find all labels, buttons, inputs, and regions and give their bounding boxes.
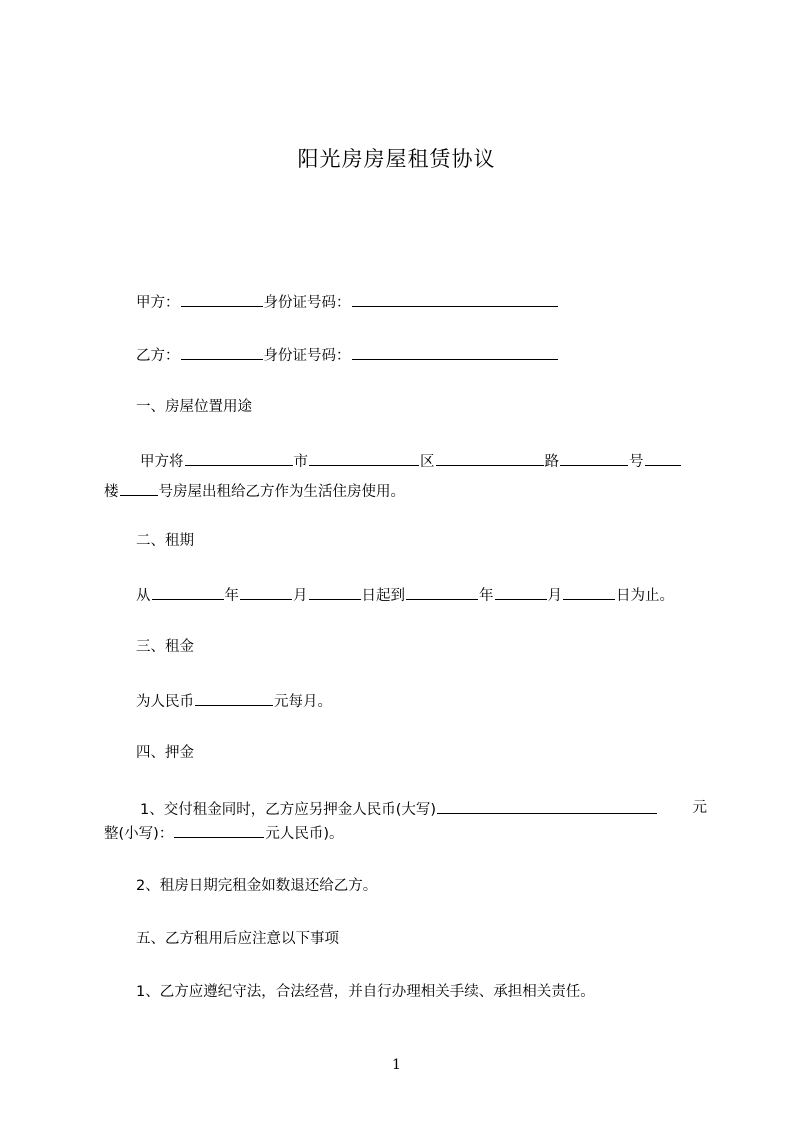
deposit-line-2 — [104, 823, 344, 843]
section-1-use-line — [104, 481, 405, 501]
text-fragment: 甲方将 — [140, 454, 184, 470]
deposit-lowercase-blank[interactable] — [174, 823, 264, 838]
section-3-heading: 三、租金 — [136, 639, 194, 655]
text-fragment: 整(小写)： — [104, 826, 174, 842]
text-fragment: 元每月。 — [274, 694, 332, 710]
party-a-line — [136, 292, 559, 312]
start-day-blank[interactable] — [309, 585, 361, 600]
text-fragment: 市 — [293, 454, 308, 470]
start-year-blank[interactable] — [152, 585, 224, 600]
section-2-heading: 二、租期 — [136, 533, 194, 549]
text-fragment: 月 — [293, 588, 308, 604]
party-b-line — [136, 345, 559, 365]
text-fragment: 为人民币 — [136, 694, 194, 710]
text-fragment: 日为止。 — [616, 588, 674, 604]
text-fragment: 年 — [479, 588, 494, 604]
party-a-name-blank[interactable] — [181, 292, 263, 307]
number-tail-blank[interactable] — [645, 451, 681, 466]
page-number: 1 — [392, 1057, 401, 1073]
text-fragment: 号 — [629, 454, 644, 470]
party-a-id-label: 身份证号码： — [263, 295, 351, 311]
district-blank[interactable] — [309, 451, 419, 466]
text-fragment: 号房屋出租给乙方作为生活住房使用。 — [158, 484, 405, 500]
party-b-name-blank[interactable] — [181, 345, 263, 360]
road-blank[interactable] — [436, 451, 544, 466]
deposit-item-2: 2、租房日期完租金如数退还给乙方。 — [136, 878, 378, 894]
rent-amount-blank[interactable] — [195, 691, 273, 706]
text-fragment: 楼 — [104, 484, 119, 500]
number-blank[interactable] — [560, 451, 628, 466]
deposit-line-1 — [140, 799, 707, 819]
party-a-id-blank[interactable] — [352, 292, 558, 307]
text-fragment: 元人民币)。 — [265, 826, 344, 842]
deposit-uppercase-blank[interactable] — [437, 799, 657, 814]
party-b-id-blank[interactable] — [352, 345, 558, 360]
rent-line — [136, 691, 332, 711]
text-fragment: 区 — [420, 454, 435, 470]
text-fragment: 路 — [544, 454, 559, 470]
party-b-label: 乙方： — [136, 348, 180, 364]
city-blank[interactable] — [185, 451, 293, 466]
section-5-heading: 五、乙方租用后应注意以下事项 — [136, 931, 339, 947]
text-fragment: 元 — [692, 800, 707, 816]
party-b-id-label: 身份证号码： — [263, 348, 351, 364]
start-month-blank[interactable] — [240, 585, 292, 600]
text-fragment: 月 — [547, 588, 562, 604]
text-fragment: 1、交付租金同时，乙方应另押金人民币(大写) — [140, 802, 437, 818]
text-fragment: 从 — [136, 588, 151, 604]
obligation-item-1: 1、乙方应遵纪守法，合法经营，并自行办理相关手续、承担相关责任。 — [136, 984, 595, 1000]
end-day-blank[interactable] — [563, 585, 615, 600]
section-1-heading: 一、房屋位置用途 — [136, 399, 252, 415]
text-fragment: 日起到 — [361, 588, 405, 604]
lease-term-line — [136, 585, 674, 605]
section-1-location-line — [140, 451, 682, 471]
text-fragment: 年 — [224, 588, 239, 604]
party-a-label: 甲方： — [136, 295, 180, 311]
section-4-heading: 四、押金 — [136, 745, 194, 761]
building-room-blank[interactable] — [120, 481, 158, 496]
end-month-blank[interactable] — [495, 585, 547, 600]
document-title: 阳光房房屋租赁协议 — [297, 147, 496, 171]
end-year-blank[interactable] — [406, 585, 478, 600]
